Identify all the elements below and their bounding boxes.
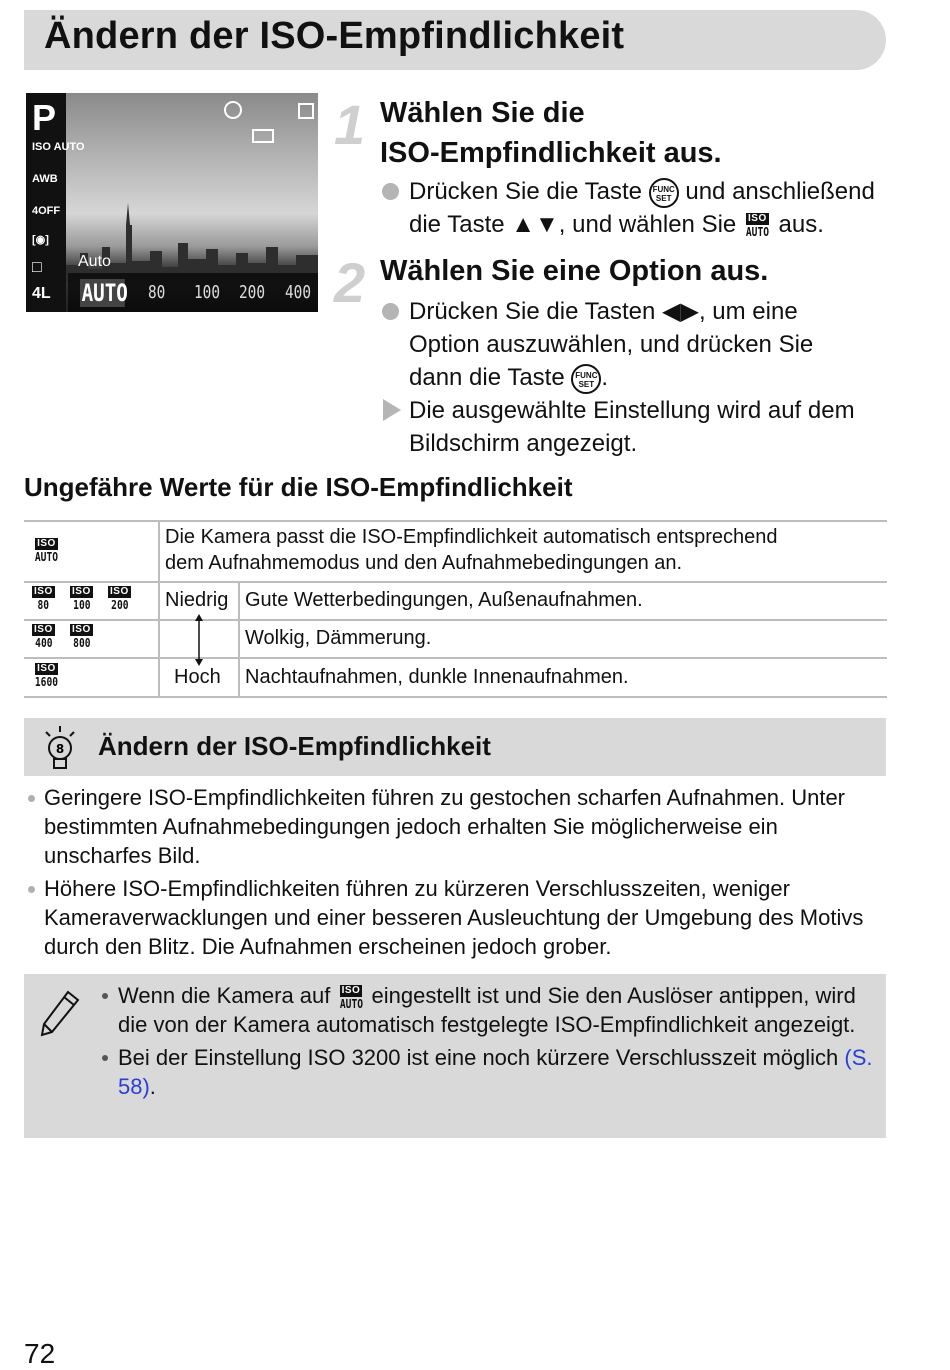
table-rule — [158, 520, 160, 697]
step-1-title-line1: Wählen Sie die — [380, 97, 585, 129]
iso-800-icon: ISO 800 — [72, 624, 91, 650]
level-low: Niedrig — [165, 589, 229, 611]
lightbulb-icon — [40, 724, 80, 772]
step-1-title — [380, 93, 722, 173]
iso-menu-icon: ISO AUTO — [32, 141, 85, 153]
step-1-instruction — [409, 175, 889, 241]
table-rule — [24, 657, 887, 659]
camera-screen-image — [26, 93, 318, 312]
page-number: 72 — [24, 1338, 56, 1369]
auto-desc-line2: dem Aufnahmemodus und den Aufnahmebedingungen an. — [165, 552, 683, 574]
iso-80-icon: ISO 80 — [34, 586, 53, 612]
pencil-icon — [38, 988, 82, 1038]
flash-off-icon: 4OFF — [32, 205, 61, 217]
iso-option-80: 80 — [148, 282, 166, 303]
table-rule — [24, 619, 887, 621]
auto-desc-line1: Die Kamera passt die ISO-Empfindlichkeit automatisch entsprechend — [165, 526, 778, 548]
step-number-1: 1 — [334, 93, 366, 156]
step-1-text-c: die Taste ▲▼, und wählen Sie — [409, 211, 737, 238]
table-rule — [24, 696, 887, 698]
iso-option-auto: AUTO — [81, 278, 128, 307]
iso-option-100: 100 — [193, 282, 220, 303]
step-2-result-line2: Bildschirm angezeigt. — [409, 430, 638, 457]
step-1-title-line2: ISO-Empfindlichkeit aus. — [380, 137, 722, 169]
step-2-instruction — [409, 295, 889, 394]
step-2-line1: Drücken Sie die Tasten ◀▶, um eine — [409, 298, 798, 325]
svg-text:8: 8 — [55, 742, 65, 756]
iso-option-200: 200 — [239, 282, 266, 303]
tip-list — [24, 783, 886, 965]
iso-auto-icon: ISO AUTO — [339, 984, 363, 1011]
step-1-text-b: und anschließend — [685, 178, 875, 205]
func-set-icon: FUNC SET — [649, 178, 679, 208]
table-heading: Ungefähre Werte für die ISO-Empfindlichkeit — [24, 472, 573, 502]
table-cell-auto-desc — [165, 524, 778, 576]
list-item: Bei der Einstellung ISO 3200 ist eine noch kürzere Verschlusszeit möglich (S. 58). — [98, 1043, 878, 1101]
step-1-bullet-dot — [382, 183, 399, 205]
iso-200-icon: ISO 200 — [110, 586, 129, 612]
auto-label: Auto — [78, 253, 111, 270]
iso-selector-strip — [68, 273, 318, 312]
white-balance-icon: AWB — [32, 173, 58, 185]
shooting-mode: P — [32, 97, 57, 138]
iso-auto-icon: ISO AUTO — [745, 213, 769, 240]
table-rule — [24, 520, 887, 522]
flash-icon — [224, 101, 242, 119]
iso-option-400: 400 — [284, 282, 311, 303]
result-arrow-icon — [383, 399, 401, 421]
iso-1600-icon: ISO 1600 — [34, 663, 59, 689]
iso-100-icon: ISO 100 — [72, 586, 91, 612]
note-list — [98, 981, 878, 1105]
step-1-text-d: aus. — [778, 211, 824, 238]
drive-mode-icon: □ — [32, 259, 42, 276]
list-item: Höhere ISO-Empfindlichkeiten führen zu kürzeren Verschlusszeiten, weniger Kameraverwacklungen und einer besseren Ausleuchtung der Umgebung des Motivs durch den Blitz. Die Aufnahmen erscheinen jedoch grober. — [24, 874, 886, 961]
level-high: Hoch — [174, 666, 221, 688]
step-number-2: 2 — [334, 251, 366, 314]
battery-icon — [252, 129, 274, 143]
step-1-text-a: Drücken Sie die Taste — [409, 178, 643, 205]
image-size-icon: 4L — [32, 285, 51, 302]
tip-title: Ändern der ISO-Empfindlichkeit — [98, 731, 491, 761]
table-cell-low-desc: Gute Wetterbedingungen, Außenaufnahmen. — [245, 589, 643, 611]
step-2-line3: dann die Taste FUNC SET . — [409, 361, 889, 394]
page-title: Ändern der ISO-Empfindlichkeit — [44, 15, 625, 57]
func-set-icon: FUNC SET — [571, 364, 601, 394]
table-cell-high-desc: Nachtaufnahmen, dunkle Innenaufnahmen. — [245, 666, 629, 688]
step-2-line2: Option auszuwählen, und drücken Sie — [409, 331, 814, 358]
double-arrow-icon — [192, 614, 206, 666]
iso-auto-icon: ISO AUTO — [34, 538, 59, 564]
table-rule — [238, 581, 240, 697]
lock-icon — [298, 103, 314, 119]
step-2-bullet-dot — [382, 303, 399, 325]
table-cell-mid-desc: Wolkig, Dämmerung. — [245, 627, 432, 649]
step-2-result-line1: Die ausgewählte Einstellung wird auf dem — [409, 397, 855, 424]
list-item: Geringere ISO-Empfindlichkeiten führen zu gestochen scharfen Aufnahmen. Unter bestimmten Aufnahmebedingungen jedoch erhalten Sie möglicherweise ein unscharfes Bild. — [24, 783, 886, 870]
table-rule — [24, 581, 887, 583]
step-2-result — [409, 394, 889, 460]
page-reference-link[interactable]: (S. 58) — [118, 1045, 873, 1099]
iso-400-icon: ISO 400 — [34, 624, 53, 650]
step-2-title: Wählen Sie eine Option aus. — [380, 255, 769, 287]
metering-icon: [◉] — [32, 234, 49, 246]
city-skyline-icon — [66, 203, 318, 283]
iso-values-table — [24, 520, 887, 698]
list-item: Wenn die Kamera auf ISO AUTO eingestellt ist und Sie den Auslöser antippen, wird die von der Kamera automatisch festgelegte ISO-Empfindlichkeit angezeigt. — [98, 981, 878, 1039]
